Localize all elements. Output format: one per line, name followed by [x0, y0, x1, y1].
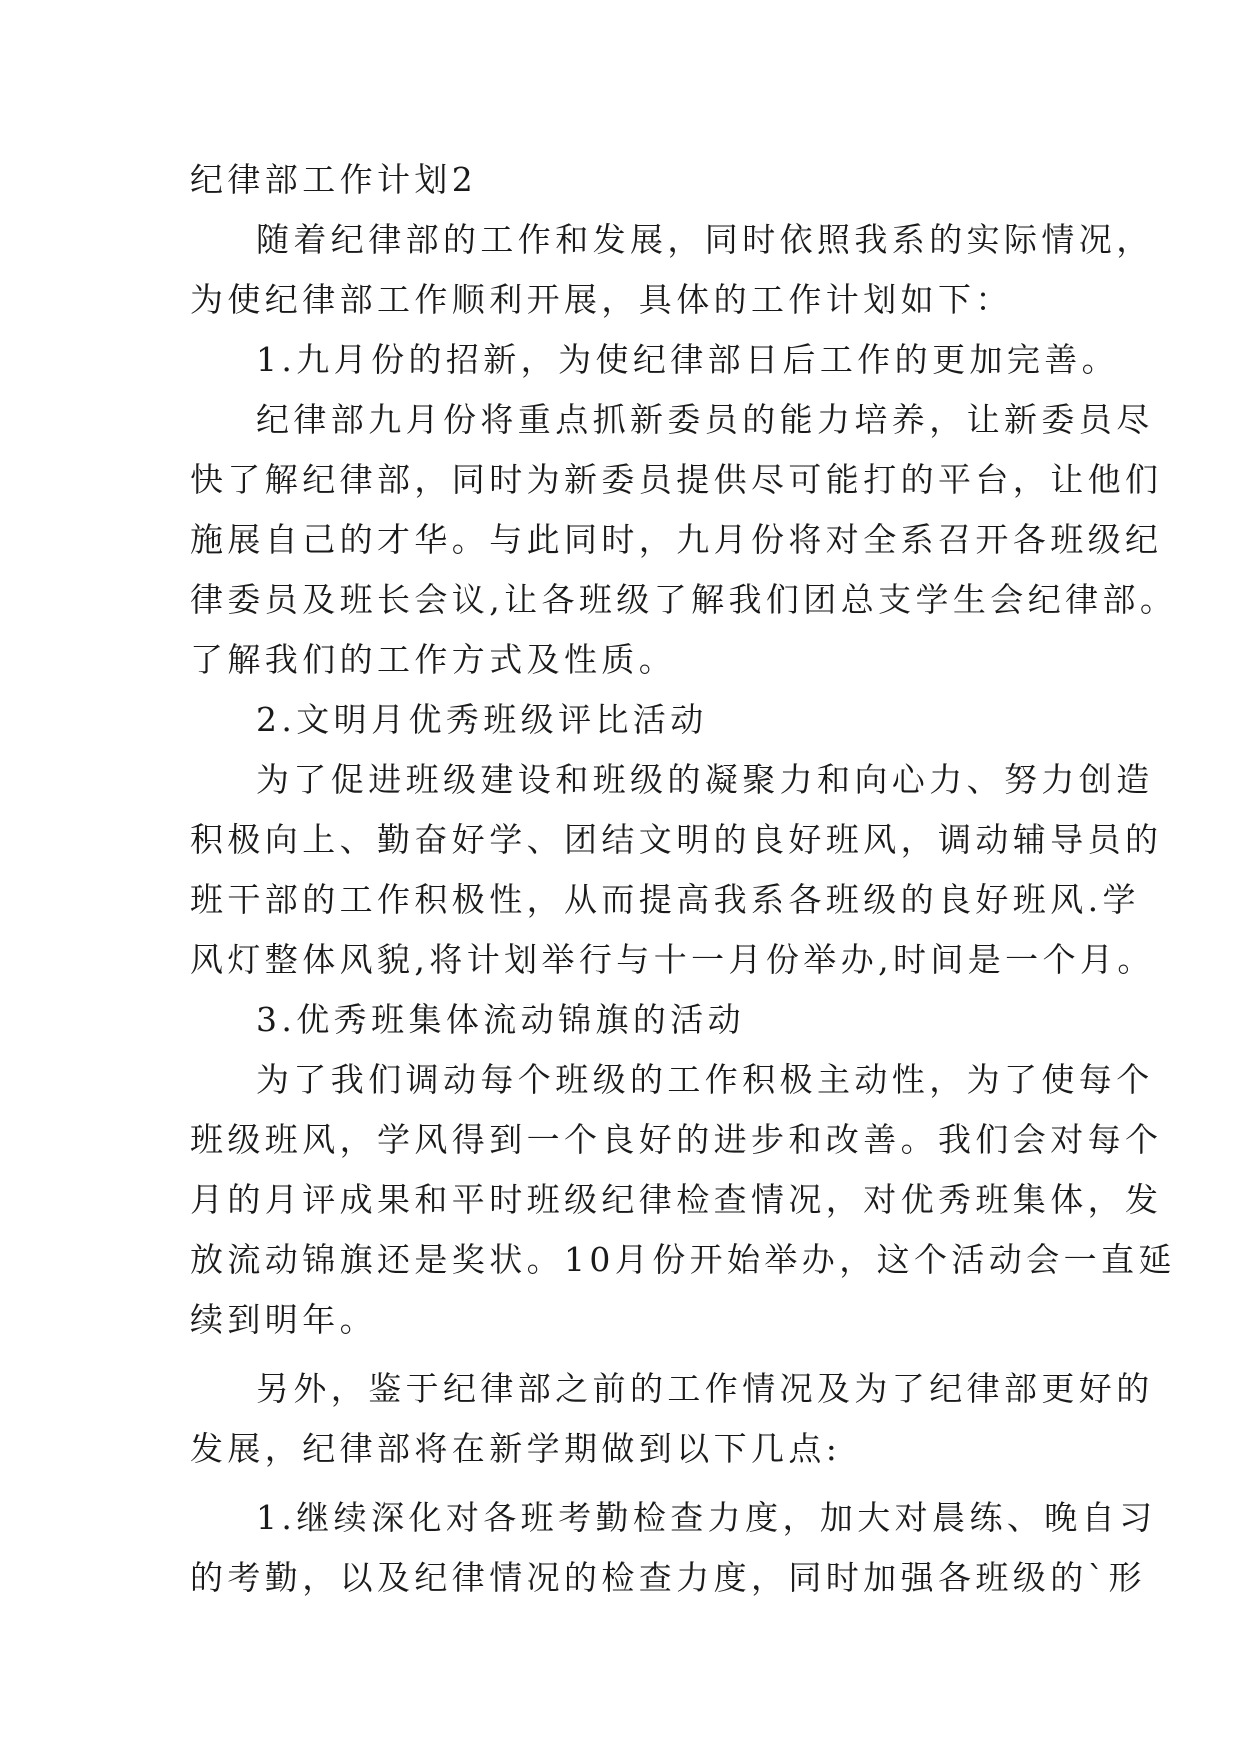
paragraph-line: 发展，纪律部将在新学期做到以下几点:: [190, 1429, 842, 1468]
list-item-heading: 1.继续深化对各班考勤检查力度，加大对晨练、晚自习: [256, 1498, 1157, 1537]
paragraph-line: 的考勤，以及纪律情况的检查力度，同时加强各班级的`形: [190, 1558, 1146, 1597]
list-item-heading: 3.优秀班集体流动锦旗的活动: [256, 1000, 746, 1039]
paragraph-line: 快了解纪律部，同时为新委员提供尽可能打的平台，让他们: [190, 460, 1163, 499]
paragraph-line: 续到明年。: [190, 1300, 377, 1339]
paragraph-line: 施展自己的才华。与此同时，九月份将对全系召开各班级纪: [190, 520, 1163, 559]
paragraph-line: 律委员及班长会议,让各班级了解我们团总支学生会纪律部。: [190, 580, 1178, 619]
paragraph-line: 了解我们的工作方式及性质。: [190, 640, 677, 679]
document-title: 纪律部工作计划2: [190, 160, 478, 199]
paragraph-line: 风灯整体风貌,将计划举行与十一月份举办,时间是一个月。: [190, 940, 1155, 979]
paragraph-line: 班干部的工作积极性，从而提高我系各班级的良好班风.学: [190, 880, 1140, 919]
list-item-heading: 2.文明月优秀班级评比活动: [256, 700, 708, 739]
paragraph-line: 月的月评成果和平时班级纪律检查情况，对优秀班集体，发: [190, 1180, 1163, 1219]
paragraph-line: 纪律部九月份将重点抓新委员的能力培养，让新委员尽: [256, 400, 1154, 439]
paragraph-line: 为使纪律部工作顺利开展，具体的工作计划如下：: [190, 280, 1013, 319]
paragraph-line: 为了促进班级建设和班级的凝聚力和向心力、努力创造: [256, 760, 1154, 799]
paragraph-line: 放流动锦旗还是奖状。10月份开始举办，这个活动会一直延: [190, 1240, 1176, 1279]
paragraph-line: 另外，鉴于纪律部之前的工作情况及为了纪律部更好的: [256, 1369, 1154, 1408]
list-item-heading: 1.九月份的招新，为使纪律部日后工作的更加完善。: [256, 340, 1120, 379]
paragraph-line: 随着纪律部的工作和发展，同时依照我系的实际情况，: [256, 220, 1154, 259]
paragraph-line: 班级班风，学风得到一个良好的进步和改善。我们会对每个: [190, 1120, 1163, 1159]
paragraph-line: 积极向上、勤奋好学、团结文明的良好班风，调动辅导员的: [190, 820, 1163, 859]
paragraph-line: 为了我们调动每个班级的工作积极主动性，为了使每个: [256, 1060, 1154, 1099]
document-body: [190, 150, 1178, 1608]
